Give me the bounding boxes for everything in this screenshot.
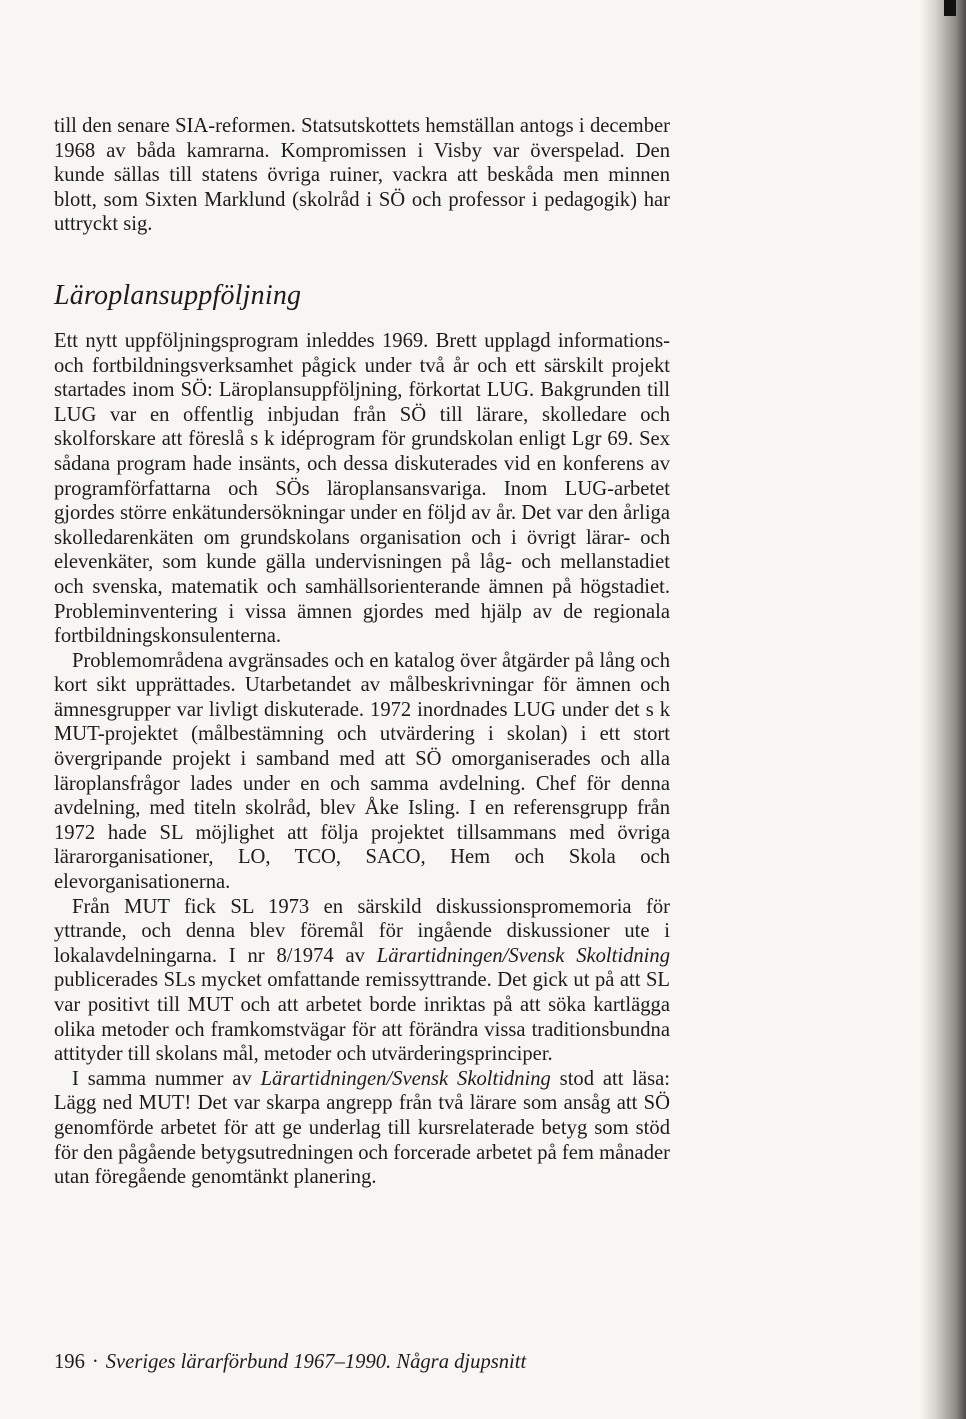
paragraph-4-text-a: I samma nummer av <box>72 1067 261 1090</box>
paragraph-4-publication-title: Lärartidningen/Svensk Skoltidning <box>260 1067 551 1090</box>
paragraph-3 <box>54 895 670 1067</box>
running-title: Sveriges lärarförbund 1967–1990. Några djupsnitt <box>105 1351 527 1373</box>
paragraph-4-text-b: stod att läsa: Lägg ned MUT! Det var skarpa angrepp från två lärare som ansåg att SÖ genomförde arbetet för att ge underlag till kursrelaterade betyg som stöd för den pågående betygsutredningen och forcerade arbetet på fem månader utan föregående genomtänkt planering. <box>54 1067 670 1189</box>
intro-paragraph: till den senare SIA-reformen. Statsutskottets hemställan antogs i december 1968 av båda kamrarna. Kompromissen i Visby var överspelad. Den kunde sällas till statens övriga ruiner, vackra att beskåda men minnen blott, som Sixten Marklund (skolråd i SÖ och professor i pedagogik) har uttryckt sig. <box>54 115 670 236</box>
footer-separator: · <box>91 1351 99 1373</box>
paragraph-2: Problemområdena avgränsades och en katalog över åtgärder på lång och kort sikt upprättades. Utarbetandet av målbeskrivningar för ämnen och ämnesgrupper var livligt diskuterade. 1972 inordnades LUG under det s k MUT-projektet (målbestämning och utvärdering i skolan) i ett stort övergripande projekt i samband med att SÖ omorganiserades och alla läroplansfrågor lades under en och samma avdelning. Chef för denna avdelning, med titeln skolråd, blev Åke Isling. I en referensgrupp från 1972 hade SL möjlighet att följa projektet tillsammans med övriga lärarorganisationer, LO, TCO, SACO, Hem och Skola och elevorganisationerna. <box>54 649 670 894</box>
paragraph-3-text-a: Från MUT fick SL 1973 en särskild diskussionspromemoria för yttrande, och denna blev föremål för ingående diskussioner ute i lokalavdelningarna. I nr 8/1974 av <box>54 895 670 967</box>
scan-edge-mark <box>944 0 956 16</box>
paragraph-4 <box>54 1067 670 1190</box>
paragraph-1: Ett nytt uppföljningsprogram inleddes 1969. Brett upplagd informations- och fortbildningsverksamhet pågick under två år och ett särskilt projekt startades inom SÖ: Läroplansuppföljning, förkortat LUG. Bakgrunden till LUG var en offentlig inbjudan från SÖ till lärare, skolledare och skolforskare att föreslå s k idéprogram för grundskolan enligt Lgr 69. Sex sådana program hade insänts, och dessa diskuterades vid en konferens av programförfattarna och SÖs läroplansansvariga. Inom LUG-arbetet gjordes större enkätundersökningar under en följd av år. Det var den årliga skolledarenkäten om grundskolans organisation och i övrigt lärar- och elevenkäter, som kunde gälla undervisningen på låg- och mellanstadiet och svenska, matematik och samhällsorienterande ämnen på högstadiet. Probleminventering i vissa ämnen gjordes med hjälp av de regionala fortbildningskonsulenterna. <box>54 329 670 648</box>
paragraph-3-publication-title: Lärartidningen/Svensk Skoltidning <box>376 944 670 967</box>
page-number: 196 <box>54 1351 85 1373</box>
scan-edge-shadow <box>920 0 966 1419</box>
page-body <box>54 114 670 1190</box>
section-heading: Läroplansuppföljning <box>54 279 302 311</box>
page-footer <box>54 1350 526 1374</box>
paragraph-3-text-b: publicerades SLs mycket omfattande remissyttrande. Det gick ut på att SL var positivt till MUT och att arbetet borde inriktas på att söka kartlägga olika metoder och framkomstvägar för att förändra vissa traditionsbundna attityder till skolans mål, metoder och utvärderingsprinciper. <box>54 969 670 1066</box>
